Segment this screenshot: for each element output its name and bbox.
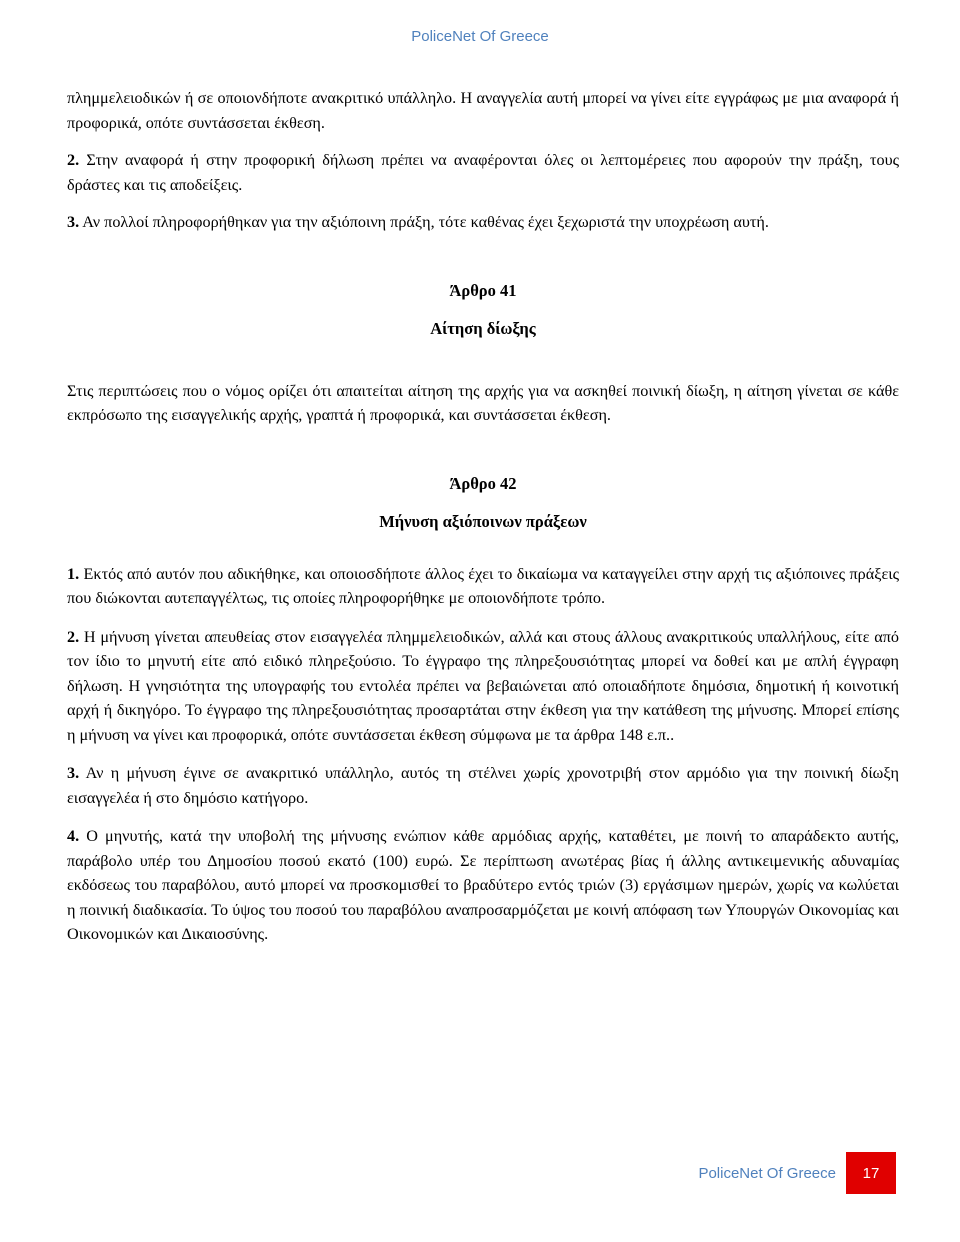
- item-number: 4.: [67, 827, 80, 845]
- paragraph-item-3: [67, 210, 899, 235]
- article-41-number: Άρθρο 41: [449, 280, 517, 300]
- continuation-paragraph: [67, 86, 899, 135]
- page-number-badge: [846, 1152, 896, 1194]
- article-41-title: Αίτηση δίωξης: [430, 318, 536, 338]
- article-41-text: Στις περιπτώσεις που ο νόμος ορίζει ότι απαιτείται αίτηση της αρχής για να ασκηθεί ποινική δίωξη, η αίτηση γίνεται σε κάθε εκπρόσωπο της εισαγγελικής αρχής, γραπτά ή προφορικά, και συντάσσεται έκθεση.: [67, 381, 899, 424]
- item-text: Στην αναφορά ή στην προφορική δήλωση πρέπει να αναφέρονται όλες οι λεπτομέρειες που αφορούν την πράξη, τους δράστες και τις αποδείξεις.: [67, 151, 900, 194]
- article-41-body: [67, 379, 899, 428]
- item-number: 3.: [67, 764, 80, 782]
- article-42-item-4: [67, 824, 899, 947]
- item-number: 2.: [67, 627, 80, 646]
- page-footer: [698, 1152, 896, 1194]
- article-42-item-3: [67, 761, 899, 810]
- article-42-number: Άρθρο 42: [449, 473, 517, 493]
- page-number: 17: [862, 1164, 880, 1182]
- document-body: [67, 86, 899, 947]
- paragraph-item-2: [67, 148, 899, 197]
- article-42-item-2: [67, 625, 899, 748]
- item-number: 1.: [67, 564, 80, 583]
- item-text: Η μήνυση γίνεται απευθείας στον εισαγγελέα πλημμελειοδικών, αλλά και στους άλλους ανακριτικούς υπαλλήλους, είτε από τον ίδιο το μηνυτή είτε από ειδικό πληρεξούσιο. Το έγγραφο της πληρεξουσιότητας μπορεί να δοθεί και με απλή έγγραφη δήλωση. Η γνησιότητα της υπογραφής του εντολέα πρέπει να βεβαιώνεται από οποιαδήποτε δημόσια, δημοτική ή κοινοτική αρχή ή δικηγόρο. Το έγγραφο της πληρεξουσιότητας προσαρτάται στην έκθεση για την κατάθεση της μήνυσης. Μπορεί επίσης η μήνυση να γίνει και προφορικά, οπότε συντάσσεται έκθεση σύμφωνα με τα άρθρα 148 ε.π..: [67, 627, 899, 744]
- continuation-text: πλημμελειοδικών ή σε οποιονδήποτε ανακριτικό υπάλληλο. Η αναγγελία αυτή μπορεί να γίνει είτε εγγράφως με μια αναφορά ή προφορικά, οπότε συντάσσεται έκθεση.: [67, 89, 899, 132]
- item-text: Εκτός από αυτόν που αδικήθηκε, και οποιοσδήποτε άλλος έχει το δικαίωμα να καταγγείλει στην αρχή τις αξιόποινες πράξεις που διώκονται αυτεπαγγέλτως, τις οποίες πληροφορήθηκε με οποιονδήποτε τρόπο.: [67, 564, 900, 607]
- item-text: Αν η μήνυση έγινε σε ανακριτικό υπάλληλο, αυτός τη στέλνει χωρίς χρονοτριβή στον αρμόδιο για την ποινική δίωξη εισαγγελέα ή στο δημόσιο κατήγορο.: [67, 764, 900, 807]
- item-number: 2.: [67, 151, 80, 169]
- item-text: Αν πολλοί πληροφορήθηκαν για την αξιόποινη πράξη, τότε καθένας έχει ξεχωριστά την υποχρέωση αυτή.: [82, 213, 769, 231]
- item-number: 3.: [67, 213, 80, 231]
- article-42-item-1: [67, 562, 899, 611]
- page-header-title: PoliceNet Of Greece: [411, 28, 549, 45]
- article-42-title: Μήνυση αξιόποινων πράξεων: [379, 511, 587, 531]
- footer-brand: PoliceNet Of Greece: [698, 1164, 836, 1182]
- item-text: Ο μηνυτής, κατά την υποβολή της μήνυσης ενώπιον κάθε αρμόδιας αρχής, καταθέτει, με ποινή το απαράδεκτο αυτής, παράβολο υπέρ του Δημοσίου ποσού εκατό (100) ευρώ. Σε περίπτωση ανωτέρας βίας ή άλλης αντικειμενικής αδυναμίας εκδόσεως του παραβόλου, αυτό μπορεί να προσκομισθεί το βραδύτερο εντός τριών (3) εργάσιμων ημερών, χωρίς να κωλύεται η ποινική διαδικασία. Το ύψος του ποσού του παραβόλου αναπροσαρμόζεται με κοινή απόφαση των Υπουργών Οικονομίας και Οικονομικών και Δικαιοσύνης.: [67, 827, 899, 943]
